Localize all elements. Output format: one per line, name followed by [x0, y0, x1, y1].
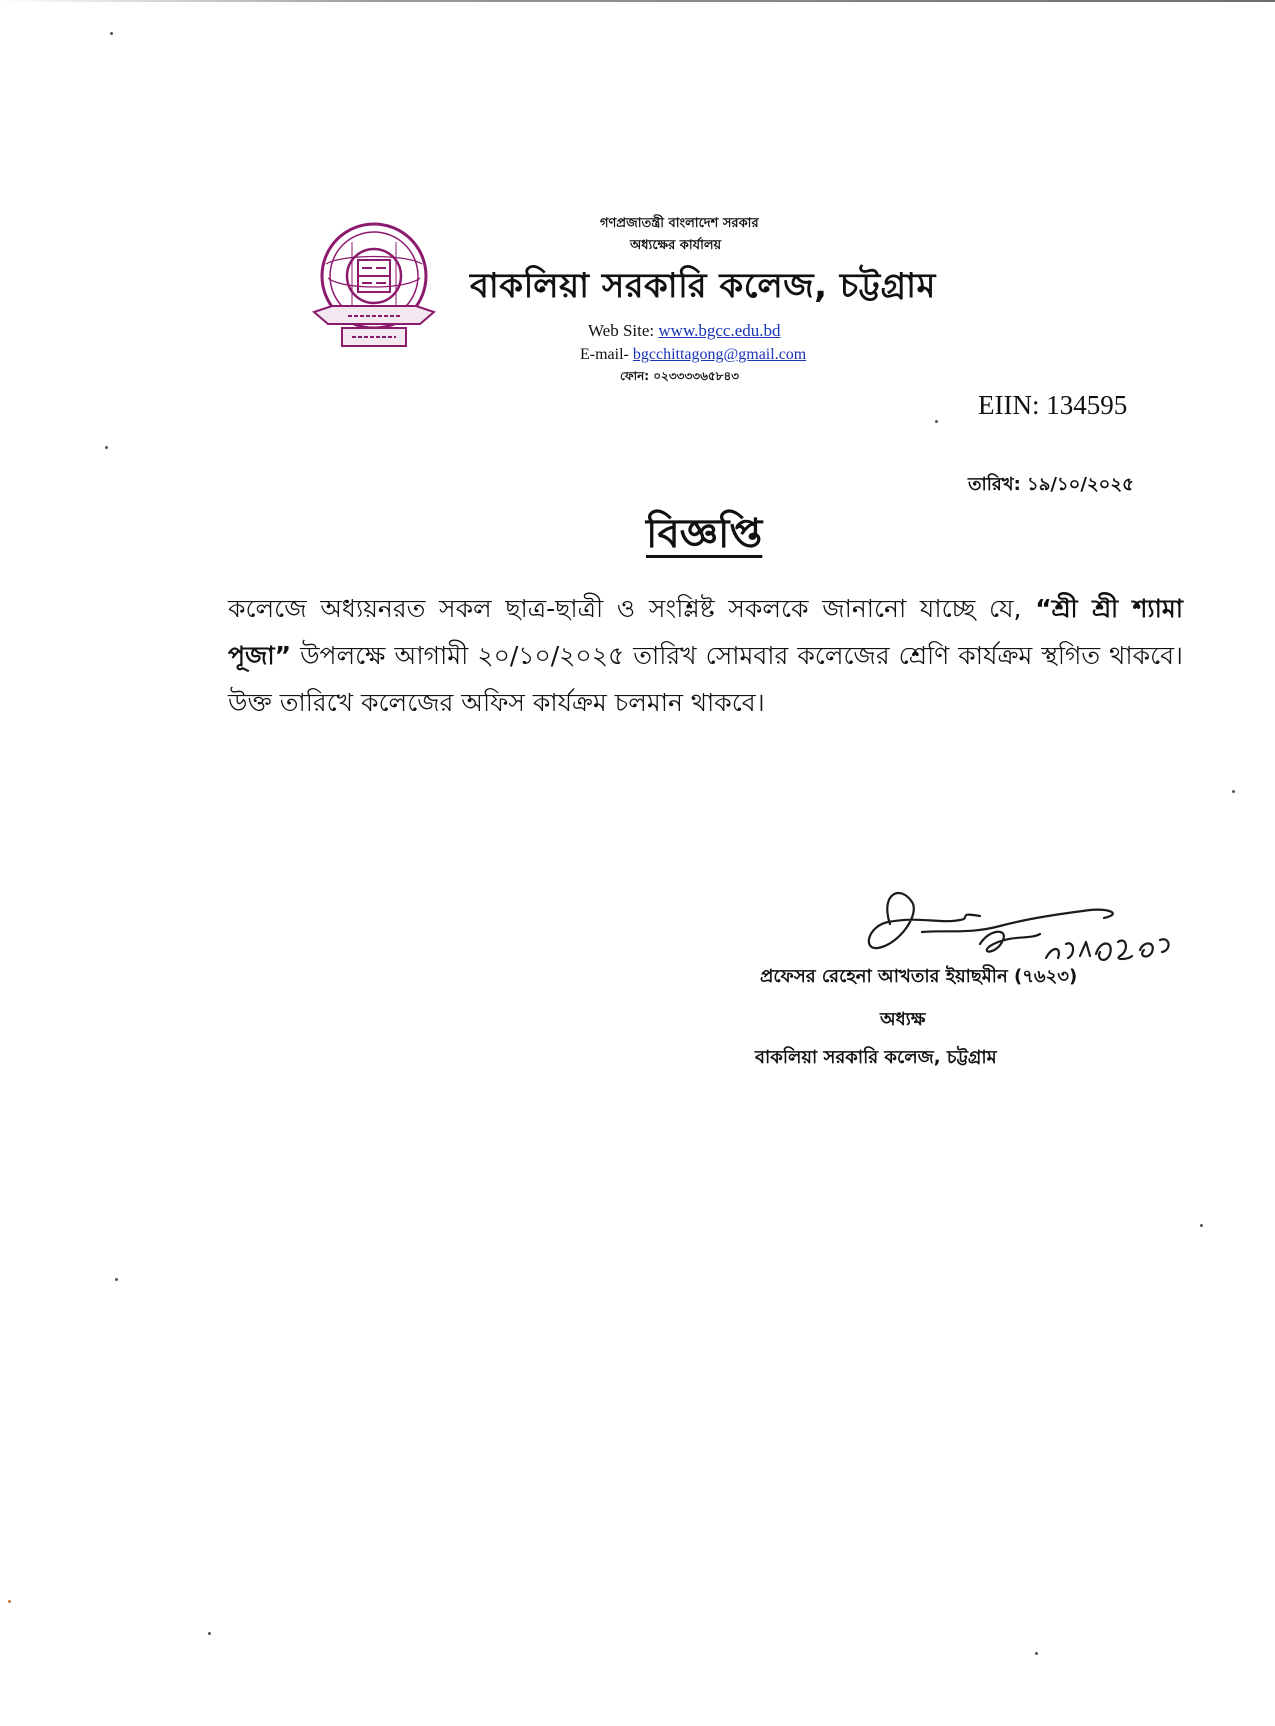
scan-speck — [1200, 1224, 1203, 1227]
scan-speck — [1232, 790, 1235, 793]
scan-speck — [208, 1632, 211, 1635]
eiin-number: EIIN: 134595 — [978, 390, 1128, 420]
website-link[interactable]: www.bgcc.edu.bd — [658, 321, 781, 340]
college-name: বাকলিয়া সরকারি কলেজ, চট্টগ্রাম — [470, 266, 936, 306]
email-link[interactable]: bgcchittagong@gmail.com — [632, 346, 807, 363]
website-label: Web Site: — [588, 321, 659, 340]
notice-body-rest: উপলক্ষে আগামী ২০/১০/২০২৫ তারিখ সোমবার কলেজের শ্রেণি কার্যক্রম স্থগিত থাকবে। উক্ত তারিখে কলেজের অফিস কার্যক্রম চলমান থাকবে। — [228, 641, 1183, 717]
website-line — [588, 321, 781, 341]
scan-speck — [105, 446, 108, 449]
notice-date: তারিখ: ১৯/১০/২০২৫ — [968, 474, 1134, 495]
phone-line: ফোন: ০২৩৩৩৩৬৫৮৪৩ — [620, 369, 740, 383]
signatory-name: প্রফেসর রেহেনা আখতার ইয়াছমীন (৭৬২৩) — [760, 966, 1078, 987]
email-line — [580, 346, 806, 364]
scan-speck — [8, 1600, 11, 1603]
notice-title: বিজ্ঞপ্তি — [646, 511, 763, 557]
scan-speck — [110, 32, 113, 35]
notice-body-intro: কলেজে অধ্যয়নরত সকল ছাত্র-ছাত্রী ও সংশ্লিষ্ট সকলকে জানানো যাচ্ছে যে, — [228, 594, 1036, 623]
scan-speck — [115, 1278, 118, 1281]
government-line: গণপ্রজাতন্ত্রী বাংলাদেশ সরকার — [600, 216, 759, 231]
signatory-title: অধ্যক্ষ — [880, 1009, 926, 1030]
notice-body — [228, 585, 1183, 726]
notice-highlight: “শ্রী শ্রী শ্যামা পূজা” — [228, 594, 1183, 670]
email-label: E-mail- — [580, 346, 633, 363]
signatory-college: বাকলিয়া সরকারি কলেজ, চট্টগ্রাম — [755, 1047, 997, 1068]
college-seal-logo — [312, 220, 436, 356]
scan-edge — [0, 0, 1275, 2]
scan-speck — [935, 420, 938, 423]
office-line: অধ্যক্ষের কার্যালয় — [630, 238, 722, 253]
scan-speck — [1035, 1652, 1038, 1655]
